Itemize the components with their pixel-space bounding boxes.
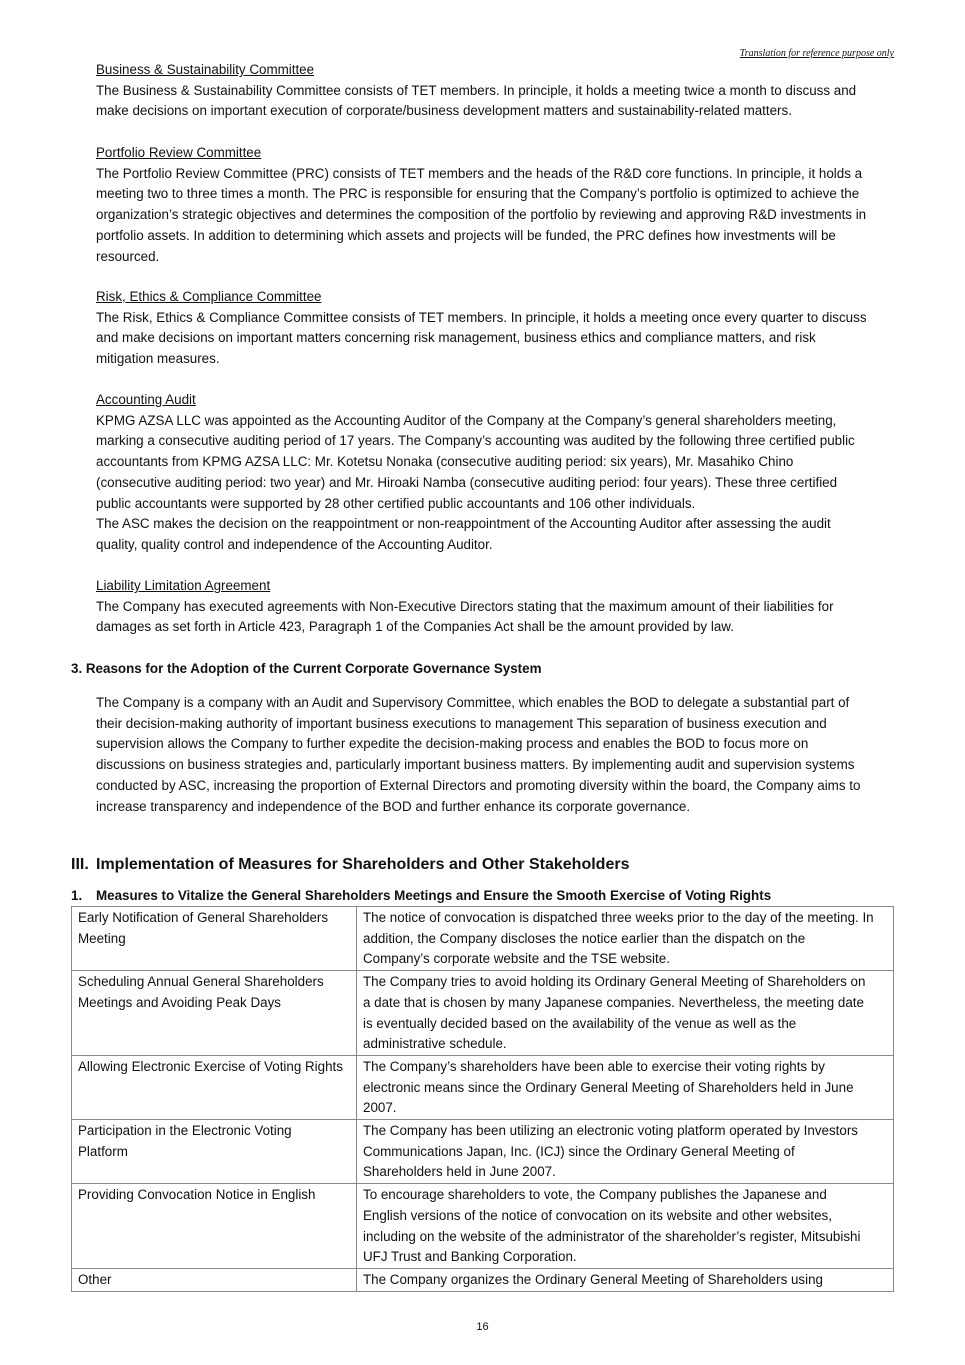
section-portfolio-review xyxy=(96,143,896,267)
text-line: a date that is chosen by many Japanese companies. Nevertheless, the meeting date xyxy=(363,994,864,1010)
section-title: Accounting Audit xyxy=(96,392,196,407)
table-row xyxy=(72,1268,894,1291)
section-body xyxy=(96,81,896,122)
row-label xyxy=(72,1268,357,1291)
body-line: their decision-making authority of important business executions to management This separation of business execution and xyxy=(96,715,827,731)
table-row xyxy=(72,971,894,1056)
label-line: Early Notification of General Shareholders xyxy=(78,910,329,925)
text-line: Shareholders held in June 2007. xyxy=(363,1164,556,1180)
body-line: discussions on business strategies and, particularly important business matters. By implementing audit and supervision systems xyxy=(96,757,855,773)
text-line: English versions of the notice of convocation on its website and other websites, xyxy=(363,1207,832,1223)
section-liability-limitation xyxy=(96,576,896,638)
section-title: Portfolio Review Committee xyxy=(96,145,262,160)
body-line: marking a consecutive auditing period of 17 years. The Company’s accounting was audited by the following three certified public xyxy=(96,433,855,449)
text-line: Company’s corporate website and the TSE website. xyxy=(363,951,670,967)
label-line: Participation in the Electronic Voting xyxy=(78,1123,292,1139)
body-line: quality, quality control and independence of the Accounting Auditor. xyxy=(96,536,493,552)
body-line: make decisions on important execution of corporate/business development matters and sustainability-related matters. xyxy=(96,103,792,119)
row-label xyxy=(72,907,357,971)
chapter-title: Implementation of Measures for Shareholders and Other Stakeholders xyxy=(96,856,630,873)
chapter-heading xyxy=(71,856,629,874)
body-line: mitigation measures. xyxy=(96,351,220,367)
body-line: accountants from KPMG AZSA LLC: Mr. Kotetsu Nonaka (consecutive auditing period: six years), Mr. Masahiko Chino xyxy=(96,454,794,470)
chapter-number: III. xyxy=(71,856,89,873)
label-line: Meetings and Avoiding Peak Days xyxy=(78,994,281,1010)
label-line: Meeting xyxy=(78,930,126,946)
table-row xyxy=(72,907,894,971)
page-number: 16 xyxy=(476,1321,489,1333)
translation-note: Translation for reference purpose only xyxy=(739,48,894,59)
body-line: meeting two to three times a month. The PRC is responsible for ensuring that the Company’s portfolio is optimized to achieve the xyxy=(96,186,860,202)
body-line: public accountants were supported by 28 other certified public accountants and 106 other individuals. xyxy=(96,495,696,511)
section-title: Risk, Ethics & Compliance Committee xyxy=(96,289,322,304)
row-text xyxy=(357,1055,894,1119)
section-title: Business & Sustainability Committee xyxy=(96,62,315,77)
body-line: The Company has executed agreements with Non-Executive Directors stating that the maximum amount of their liabilities for xyxy=(96,598,834,614)
row-text xyxy=(357,971,894,1056)
reasons-body xyxy=(96,693,896,817)
table-row xyxy=(72,1055,894,1119)
table-row xyxy=(72,1184,894,1269)
body-line: The Risk, Ethics & Compliance Committee consists of TET members. In principle, it holds a meeting once every quarter to discuss xyxy=(96,309,867,325)
row-text xyxy=(357,1184,894,1269)
subsection-number: 1. xyxy=(71,888,83,903)
text-line: The notice of convocation is dispatched three weeks prior to the day of the meeting. In xyxy=(363,910,874,925)
section-body xyxy=(96,308,896,370)
label-line: Platform xyxy=(78,1143,128,1159)
body-line: conducted by ASC, increasing the proportion of External Directors and promoting diversity within the board, the Company aims to xyxy=(96,777,861,793)
body-line: resourced. xyxy=(96,248,160,264)
section-risk-ethics-compliance xyxy=(96,287,896,370)
text-line: including on the website of the administrator of the shareholder’s register, Mitsubishi xyxy=(363,1228,861,1244)
text-line: The Company’s shareholders have been able to exercise their voting rights by xyxy=(363,1058,825,1074)
row-text xyxy=(357,1268,894,1291)
section-business-sustainability xyxy=(96,60,896,122)
reasons-heading: 3. Reasons for the Adoption of the Current Corporate Governance System xyxy=(71,661,542,676)
body-line: The Company is a company with an Audit and Supervisory Committee, which enables the BOD to delegate a substantial part of xyxy=(96,695,850,710)
row-text xyxy=(357,1120,894,1184)
text-line: The Company organizes the Ordinary General Meeting of Shareholders using xyxy=(363,1271,823,1287)
body-line: The ASC makes the decision on the reappointment or non-reappointment of the Accounting Auditor after assessing the audit xyxy=(96,516,831,532)
body-line: The Business & Sustainability Committee consists of TET members. In principle, it holds a meeting twice a month to discuss and xyxy=(96,82,857,98)
text-line: UFJ Trust and Banking Corporation. xyxy=(363,1249,577,1265)
section-body xyxy=(96,164,896,268)
section-title: Liability Limitation Agreement xyxy=(96,578,271,593)
text-line: 2007. xyxy=(363,1100,397,1116)
text-line: To encourage shareholders to vote, the Company publishes the Japanese and xyxy=(363,1187,827,1203)
text-line: is eventually decided based on the availability of the venue as well as the xyxy=(363,1015,797,1031)
text-line: electronic means since the Ordinary General Meeting of Shareholders held in June xyxy=(363,1079,854,1095)
row-label xyxy=(72,1120,357,1184)
text-line: Communications Japan, Inc. (ICJ) since the Ordinary General Meeting of xyxy=(363,1143,795,1159)
label-line: Providing Convocation Notice in English xyxy=(78,1187,316,1203)
row-text xyxy=(357,907,894,971)
body-line: The Portfolio Review Committee (PRC) consists of TET members and the heads of the R&D core functions. In principle, it holds a xyxy=(96,165,863,181)
body-line: supervision allows the Company to further expedite the decision-making process and enables the BOD to focus more on xyxy=(96,736,809,752)
body-line: damages as set forth in Article 423, Paragraph 1 of the Companies Act shall be the amount provided by law. xyxy=(96,619,734,635)
body-line: and make decisions on important matters concerning risk management, business ethics and compliance matters, and risk xyxy=(96,330,816,346)
body-line: KPMG AZSA LLC was appointed as the Accounting Auditor of the Company at the Company’s general shareholders meeting, xyxy=(96,412,837,428)
label-line: Scheduling Annual General Shareholders xyxy=(78,974,324,990)
section-body xyxy=(96,597,896,638)
text-line: The Company has been utilizing an electronic voting platform operated by Investors xyxy=(363,1123,858,1139)
row-label xyxy=(72,971,357,1056)
text-line: The Company tries to avoid holding its Ordinary General Meeting of Shareholders on xyxy=(363,974,866,990)
section-body xyxy=(96,411,896,556)
body-line: organization’s strategic objectives and determines the composition of the portfolio by reviewing and approving R&D investments in xyxy=(96,207,867,223)
body-line: increase transparency and independence of the BOD and further enhance its corporate governance. xyxy=(96,798,691,814)
table-row xyxy=(72,1120,894,1184)
subsection-heading xyxy=(71,888,771,903)
row-label xyxy=(72,1055,357,1119)
body-line: (consecutive auditing period: two year) and Mr. Hiroaki Namba (consecutive auditing period: four years). These three certified xyxy=(96,474,838,490)
text-line: addition, the Company discloses the notice earlier than the dispatch on the xyxy=(363,930,806,946)
text-line: administrative schedule. xyxy=(363,1036,507,1052)
body-line: portfolio assets. In addition to determining which assets and projects will be funded, the PRC defines how investments will be xyxy=(96,227,836,243)
row-label xyxy=(72,1184,357,1269)
section-accounting-audit xyxy=(96,390,896,556)
measures-table xyxy=(71,906,894,1292)
label-line: Other xyxy=(78,1271,112,1287)
label-line: Allowing Electronic Exercise of Voting Rights xyxy=(78,1058,343,1074)
subsection-title: Measures to Vitalize the General Shareholders Meetings and Ensure the Smooth Exercise of Voting Rights xyxy=(96,888,772,903)
